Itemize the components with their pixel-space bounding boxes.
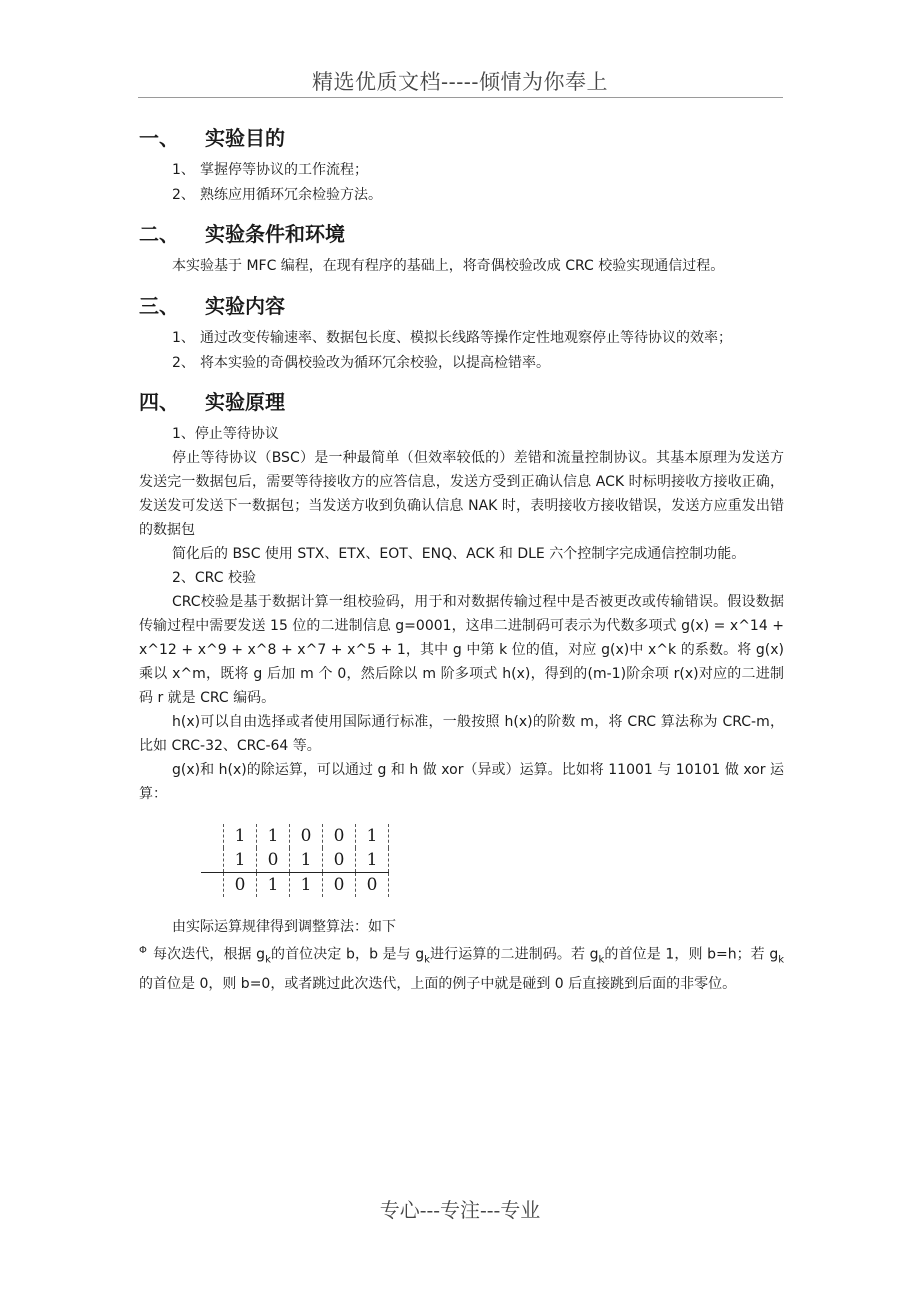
algorithm-text-c: 进行运算的二进制码。若 g [429,946,599,963]
xor-table [201,824,389,897]
algorithm-text-d: 的首位是 1，则 b=h；若 g [604,946,779,963]
crc-standard-paragraph: h(x)可以自由选择或者使用国际通行标准，一般按照 h(x)的阶数 m，将 CRC 算法称为 CRC-m，比如 CRC-32、CRC-64 等。 [139,714,784,754]
list-index: 2、 [172,187,195,203]
xor-row-result [201,873,389,898]
algorithm-paragraph [139,939,784,996]
objectives-list [172,158,784,208]
section-number: 三、 [139,293,179,318]
algorithm-intro: 由实际运算规律得到调整算法：如下 [172,919,396,935]
xor-cell: 0 [356,873,389,898]
list-index: 1、 [172,162,195,178]
section-title: 实验条件和环境 [205,221,345,246]
xor-cell: 1 [224,824,257,848]
section-title: 实验原理 [205,389,285,414]
list-text: 掌握停等协议的工作流程； [200,162,368,178]
bsc-control-paragraph: 简化后的 BSC 使用 STX、ETX、EOT、ENQ、ACK 和 DLE 六个控制字完成通信控制功能。 [172,546,746,562]
header-rule [138,97,783,98]
subheading-crc: 2、CRC 校验 [172,570,256,586]
subheading-bsc: 1、停止等待协议 [172,426,279,442]
list-item [172,326,784,351]
xor-cell-blank [201,873,224,898]
xor-cell: 0 [323,824,356,848]
crc-paragraph: CRC校验是基于数据计算一组校验码，用于和对数据传输过程中是否被更改或传输错误。假设数据传输过程中需要发送 15 位的二进制信息 g=0001，这串二进制码可表示为代数多项式 g(x) = x^14 + x^12 + x^9 + x^8 + x^7 + x^5 + 1，其中 g 中第 k 位的值，对应 g(x)中 x^k 的系数。将 g(x)乘以 x^m，既将 g 后加 m 个 0，然后除以 m 阶多项式 h(x)，得到的(m-1)阶余项 r(x)对应的二进制码 r 就是 CRC 编码。 [139,594,784,706]
list-text: 将本实验的奇偶校验改为循环冗余校验，以提高检错率。 [200,355,550,371]
subscript: k [598,954,605,966]
list-text: 熟练应用循环冗余检验方法。 [200,187,382,203]
section-number: 二、 [139,221,179,246]
list-text: 通过改变传输速率、数据包长度、模拟长线路等操作定性地观察停止等待协议的效率； [200,330,732,346]
xor-cell: 1 [224,848,257,873]
xor-cell: 0 [224,873,257,898]
xor-cell: 0 [323,848,356,873]
page-header: 精选优质文档-----倾情为你奉上 [312,70,608,94]
list-item [172,183,784,208]
xor-row-operand-2 [201,848,389,873]
xor-cell: 1 [257,824,290,848]
list-item [172,351,784,376]
section-title: 实验内容 [205,293,285,318]
xor-cell: 0 [323,873,356,898]
section-3-heading [139,286,784,322]
subscript: k [778,954,785,966]
algorithm-text-a: 每次迭代，根据 g [152,946,266,963]
xor-cell: 1 [257,873,290,898]
list-index: 2、 [172,355,195,371]
algorithm-text-b: 的首位决定 b，b 是与 g [270,946,425,963]
section-2-heading [139,214,784,250]
section-4-heading [139,382,784,418]
xor-cell: 1 [290,873,323,898]
section-1-heading [139,118,784,154]
xor-cell: 0 [257,848,290,873]
content-list [172,326,784,376]
xor-row-operand-1 [201,824,389,848]
section-number: 四、 [139,389,179,414]
xor-cell-blank [201,848,224,873]
page-footer: 专心---专注---专业 [379,1198,541,1222]
xor-cell: 0 [290,824,323,848]
list-index: 1、 [172,330,195,346]
algorithm-text-e: 的首位是 0，则 b=0，或者跳过此次迭代，上面的例子中就是碰到 0 后直接跳到后面的非零位。 [139,976,737,993]
xor-cell: 1 [356,824,389,848]
xor-example [201,824,784,897]
environment-paragraph: 本实验基于 MFC 编程，在现有程序的基础上，将奇偶校验改成 CRC 校验实现通信过程。 [172,258,725,274]
xor-paragraph: g(x)和 h(x)的除运算，可以通过 g 和 h 做 xor（异或）运算。比如将 11001 与 10101 做 xor 运算： [139,762,784,802]
xor-cell: 1 [290,848,323,873]
bsc-paragraph: 停止等待协议（BSC）是一种最简单（但效率较低的）差错和流量控制协议。其基本原理为发送方发送完一数据包后，需要等待接收方的应答信息，发送方受到正确认信息 ACK 时标明接收方接收正确，发送发可发送下一数据包；当发送方收到负确认信息 NAK 时，表明接收方接收错误，发送方应重发出错的数据包 [139,450,784,538]
list-item [172,158,784,183]
document-body [139,118,784,996]
section-number: 一、 [139,125,179,150]
subscript: k [424,954,430,966]
section-title: 实验目的 [205,125,285,150]
bullet-icon: Φ [139,945,147,956]
xor-cell: 1 [356,848,389,873]
subscript: k [265,954,271,966]
xor-cell-blank [201,824,224,848]
